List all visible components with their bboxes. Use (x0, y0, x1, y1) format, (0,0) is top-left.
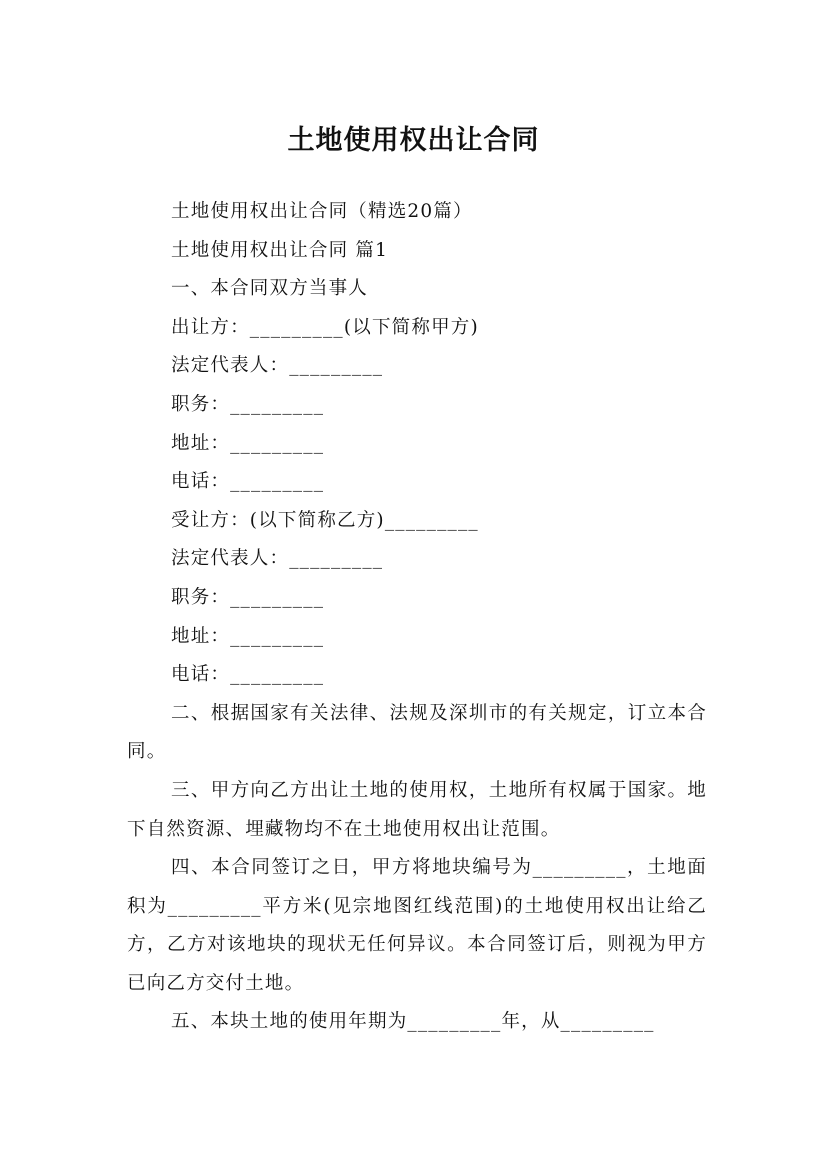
clause-paragraph: 三、甲方向乙方出让土地的使用权，土地所有权属于国家。地下自然资源、埋藏物均不在土地使用权出让范围。 (127, 779, 707, 840)
clause-heading: 一、本合同双方当事人 (171, 278, 369, 300)
section-heading: 土地使用权出让合同 篇1 (171, 239, 389, 261)
document-body (127, 193, 707, 1042)
transferor-representative-line: 法定代表人：_________ (171, 355, 384, 377)
transferor-position-line: 职务：_________ (171, 393, 325, 415)
transferee-address-line: 地址：_________ (171, 625, 325, 647)
transferee-representative-line: 法定代表人：_________ (171, 548, 384, 570)
transferee-position-line: 职务：_________ (171, 586, 325, 608)
transferor-phone-line: 电话：_________ (171, 471, 325, 493)
transferor-address-line: 地址：_________ (171, 432, 325, 454)
transferee-phone-line: 电话：_________ (171, 664, 325, 686)
transferor-line: 出让方：_________(以下简称甲方) (171, 316, 479, 338)
clause-paragraph: 四、本合同签订之日，甲方将地块编号为_________，土地面积为_________平方米(见宗地图红线范围)的土地使用权出让给乙方，乙方对该地块的现状无任何异议。本合同签订后，则视为甲方已向乙方交付土地。 (127, 857, 707, 994)
transferee-line: 受让方：(以下简称乙方)_________ (171, 509, 479, 531)
clause-paragraph: 二、根据国家有关法律、法规及深圳市的有关规定，订立本合同。 (127, 702, 707, 763)
document-title: 土地使用权出让合同 (287, 125, 540, 157)
clause-paragraph: 五、本块土地的使用年期为_________年，从_________ (171, 1011, 655, 1033)
subtitle-paragraph: 土地使用权出让合同（精选20篇） (171, 201, 473, 222)
